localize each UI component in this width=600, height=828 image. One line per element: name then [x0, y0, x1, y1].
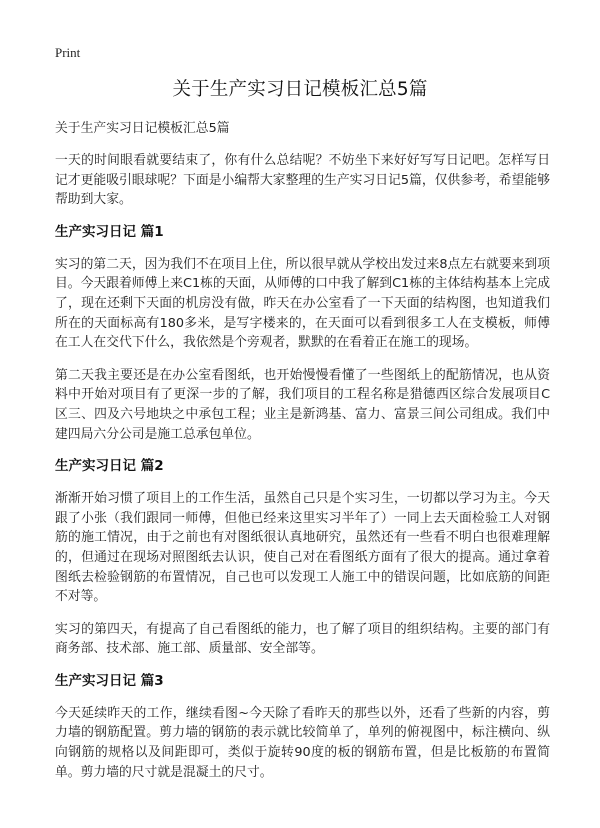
- section-1-paragraph-1: 实习的第二天，因为我们不在项目上住，所以很早就从学校出发过来8点左右就要来到项目。今天跟着师傅上来C1栋的天面，从师傅的口中我了解到C1栋的主体结构基本上完成了，现在还剩下天面的机房没有做，昨天在办公室看了一下天面的结构图，也知道我们所在的天面标高有180多米，是写字楼来的，在天面可以看到很多工人在支模板，师傅在工人在交代下什么，我依然是个旁观者，默默的在看着正在施工的现场。: [55, 256, 550, 351]
- section-1-paragraph-2: 第二天我主要还是在办公室看图纸，也开始慢慢看懂了一些图纸上的配筋情况，也从资料中开始对项目有了更深一步的了解，我们项目的工程名称是猎德西区综合发展项目C区三、四及六号地块之中承包工程；业主是新鸿基、富力、富景三间公司组成。我们中建四局六分公司是施工总承包单位。: [55, 367, 550, 442]
- intro-paragraph: 一天的时间眼看就要结束了，你有什么总结呢？不妨坐下来好好写写日记吧。怎样写日记才更能吸引眼球呢？下面是小编帮大家整理的生产实习日记5篇，仅供参考，希望能够帮助到大家。: [55, 153, 550, 208]
- section-heading-1: 生产实习日记 篇1: [55, 223, 164, 240]
- section-2-paragraph-1: 渐渐开始习惯了项目上的工作生活，虽然自己只是个实习生，一切都以学习为主。今天跟了小张（我们跟同一师傅，但他已经来这里实习半年了）一同上去天面检验工人对钢筋的施工情况，由于之前也有对图纸很认真地研究，虽然还有一些看不明白也很难理解的，但通过在现场对照图纸去认识，使自己对在看图纸方面有了很大的提高。通过拿着图纸去检验钢筋的布置情况，自己也可以发现工人施工中的错误问题，比如底筋的间距不对等。: [55, 491, 550, 605]
- section-heading-3: 生产实习日记 篇3: [55, 672, 164, 689]
- section-2-paragraph-2: 实习的第四天，有提高了自己看图纸的能力，也了解了项目的组织结构。主要的部门有商务部、技术部、施工部、质量部、安全部等。: [55, 621, 550, 657]
- print-link[interactable]: Print: [55, 45, 81, 60]
- document-subtitle: 关于生产实习日记模板汇总5篇: [55, 121, 230, 136]
- document-content: [55, 119, 550, 795]
- section-3-paragraph-1: 今天延续昨天的工作，继续看图~今天除了看昨天的那些以外，还看了些新的内容，剪力墙的钢筋配置。剪力墙的钢筋的表示就比较简单了，单列的俯视图中，标注横向、纵向钢筋的规格以及间距即可，类似于旋转90度的板的钢筋布置，但是比板筋的布置简单。剪力墙的尺寸就是混凝土的尺寸。: [55, 705, 550, 780]
- section-heading-2: 生产实习日记 篇2: [55, 458, 164, 475]
- document-title: 关于生产实习日记模板汇总5篇: [172, 79, 428, 100]
